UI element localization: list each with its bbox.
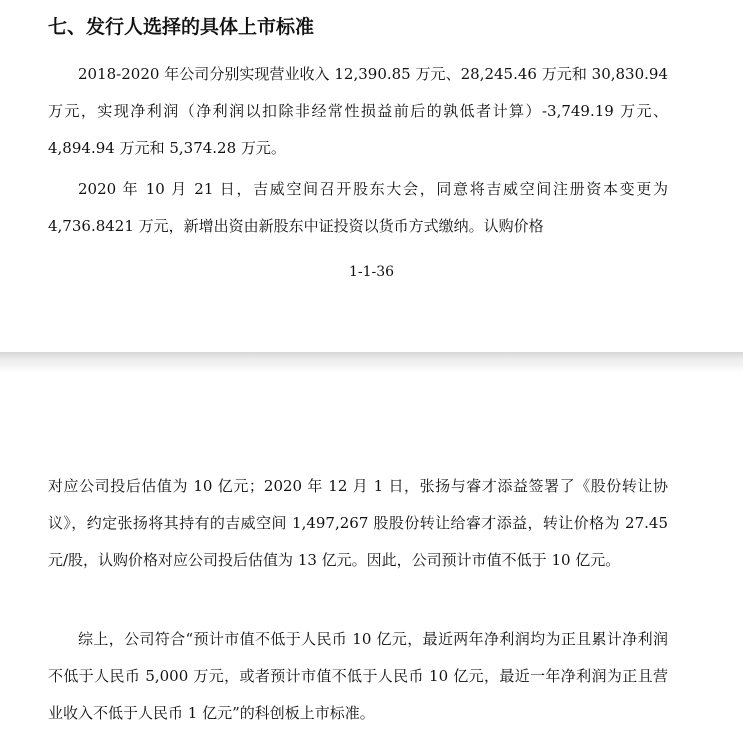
paragraph-conclusion: 综上，公司符合“预计市值不低于人民币 10 亿元，最近两年净利润均为正且累计净利润不低于人民币 5,000 万元，或者预计市值不低于人民币 10 亿元，最近一年净利润为正且营业收入不低于人民币 1 亿元”的科创板上市标准。 xyxy=(48,630,668,722)
section-heading: 七、发行人选择的具体上市标准 xyxy=(48,16,315,38)
paragraph-share-transfer: 对应公司投后估值为 10 亿元；2020 年 12 月 1 日，张扬与睿才添益签署了《股份转让协议》，约定张扬将其持有的吉威空间 1,497,267 股股份转让给睿才添益，转让价格为 27.45 元/股，认购价格对应公司投后估值为 13 亿元。因此，公司预计市值不低于 10 亿元。 xyxy=(48,477,668,569)
page-number: 1-1-36 xyxy=(348,264,395,280)
paragraph-revenue-profit: 2018-2020 年公司分别实现营业收入 12,390.85 万元、28,245.46 万元和 30,830.94 万元，实现净利润（净利润以扣除非经常性损益前后的孰低者计算）-3,749.19 万元、4,894.94 万元和 5,374.28 万元。 xyxy=(48,65,668,157)
paragraph-capital-increase: 2020 年 10 月 21 日，吉威空间召开股东大会，同意将吉威空间注册资本变更为 4,736.8421 万元，新增出资由新股东中证投资以货币方式缴纳。认购价格 xyxy=(48,180,668,235)
document-page-upper xyxy=(0,0,743,352)
page-separator xyxy=(0,352,743,372)
